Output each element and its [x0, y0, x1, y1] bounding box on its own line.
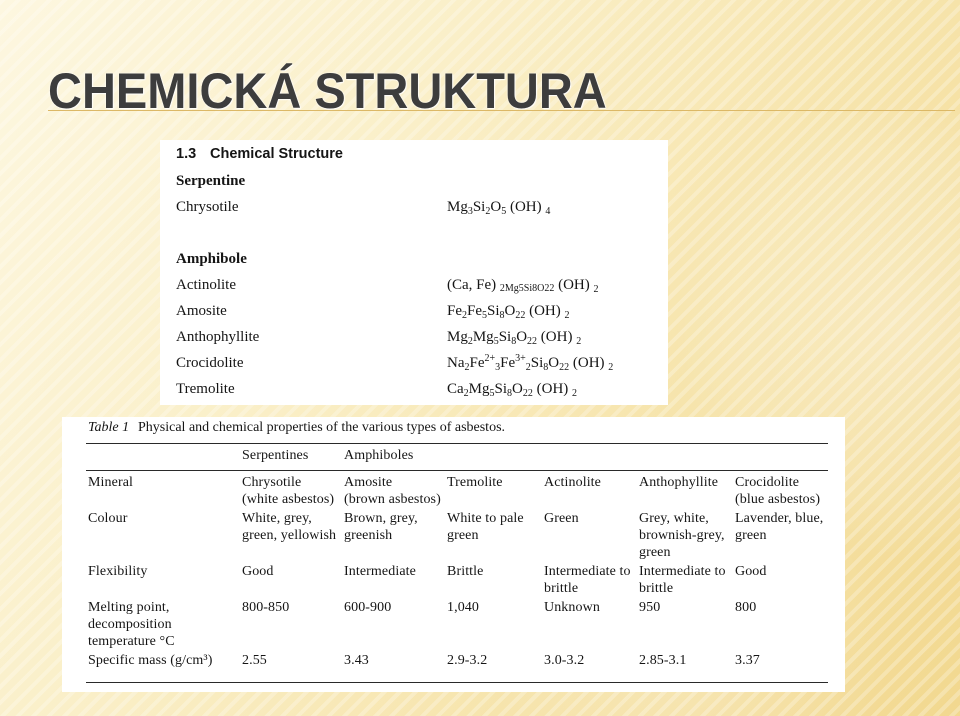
formula-base: Na [447, 355, 465, 371]
formula-base: (OH) [532, 381, 573, 397]
formula-base: (OH) [569, 355, 609, 371]
table-cell: 2.85-3.1 [639, 652, 735, 683]
section-number: 1.3 [176, 146, 197, 162]
mineral-row [176, 298, 656, 324]
formula-base: Si [530, 355, 544, 371]
formula-base: Mg [447, 329, 468, 345]
table-cell: Intermediate to brittle [544, 564, 631, 596]
formula-base: Mg [468, 381, 490, 397]
mineral-group [176, 246, 656, 402]
mineral-name: Crocidolite [176, 355, 244, 371]
group-name: Serpentine [176, 173, 246, 189]
formula-sup: 3+ [515, 353, 526, 364]
formula-base: Fe [500, 355, 516, 371]
chemical-formula [447, 350, 613, 376]
formula-sub: 2 [608, 362, 614, 373]
formula-sub: 3 [467, 206, 473, 217]
formula-sub: 8 [499, 310, 505, 321]
table-cell: 3.37 [735, 652, 828, 683]
mineral-row [176, 194, 656, 220]
mineral-row [176, 376, 656, 402]
table-cell: 1,040 [447, 600, 479, 615]
mineral-row [176, 350, 656, 376]
chemical-formula [447, 324, 581, 350]
formula-sub: 8 [543, 362, 549, 373]
formula-base: (OH) [537, 329, 577, 345]
formula-sub: 2 [576, 336, 582, 347]
chemical-formula [447, 194, 550, 220]
mineral-row [176, 324, 656, 350]
table-caption-text: Physical and chemical properties of the various types of asbestos. [138, 420, 506, 435]
mineral-row [176, 272, 656, 298]
table-cell: Green [544, 511, 579, 526]
table-label: Table 1 [88, 420, 130, 435]
spanner-amphiboles: Amphiboles [344, 444, 828, 471]
formula-base: Mg [472, 329, 494, 345]
table-cell: Intermediate [344, 564, 416, 579]
table-cell: 3.0-3.2 [544, 652, 639, 683]
formula-sub: 5 [501, 206, 507, 217]
formula-sub: 4 [545, 206, 551, 217]
formula-base: Si [498, 329, 512, 345]
chemical-structure-image [160, 140, 668, 405]
formula-base: (OH) [525, 303, 565, 319]
table-row [86, 510, 828, 563]
table-cell: 3.43 [344, 652, 447, 683]
table-cell: Tremolite [447, 471, 544, 511]
mineral-name: Actinolite [176, 277, 236, 293]
formula-sub: 5 [493, 336, 499, 347]
mineral-name: Amosite [176, 303, 227, 319]
chemical-formula [447, 376, 577, 402]
section-heading [176, 145, 576, 163]
spanner-row [86, 444, 828, 471]
formula-sub: 22 [559, 362, 570, 373]
table-row [86, 563, 828, 599]
table-cell: White to pale green [447, 511, 524, 543]
table-cell: 800 [735, 600, 757, 615]
table-cell: Intermediate to brittle [639, 564, 726, 596]
table-row [86, 471, 828, 511]
table-cell: 2.55 [242, 652, 344, 683]
section-title: Chemical Structure [210, 146, 343, 162]
formula-sub: 22 [522, 388, 533, 399]
mineral-name: Tremolite [176, 381, 235, 397]
formula-sub: 2 [572, 388, 578, 399]
mineral-name: Chrysotile [176, 199, 239, 215]
formula-sub: 2 [462, 310, 467, 321]
formula-sub: 3 [495, 362, 501, 373]
formula-sub: 8 [507, 388, 513, 399]
table-cell: Chrysotile (white asbestos) [242, 471, 344, 511]
properties-table [86, 443, 828, 683]
table-cell: White, grey, green, yellowish [242, 511, 337, 543]
formula-base: (Ca, Fe) [447, 277, 500, 293]
spanner-empty [86, 444, 242, 471]
formula-sub: 2 [463, 388, 469, 399]
formula-base: Si [494, 381, 508, 397]
properties-table-body [86, 444, 828, 683]
formula-base: O [516, 329, 528, 345]
table-cell: 2.9-3.2 [447, 652, 544, 683]
table-cell: Unknown [544, 600, 600, 615]
formula-sub: 2 [593, 284, 599, 295]
formula-base: O [490, 199, 502, 215]
table-caption [88, 419, 788, 436]
slide-title: CHEMICKÁ STRUKTURA [48, 63, 607, 119]
table-cell: Lavender, blue, green [735, 511, 824, 543]
table-cell: Good [735, 564, 767, 579]
row-label: Mineral [86, 471, 242, 511]
formula-base: (OH) [506, 199, 546, 215]
chemical-formula [447, 298, 570, 324]
group-name: Amphibole [176, 251, 247, 267]
formula-base: O [512, 381, 523, 397]
table-cell: Amosite (brown asbestos) [344, 471, 447, 511]
table-cell: Brown, grey, greenish [344, 511, 418, 543]
table-cell: 950 [639, 600, 661, 615]
formula-sub: 5 [482, 310, 487, 321]
table-cell: 600-900 [344, 600, 392, 615]
formula-base: O [504, 303, 516, 319]
formula-sup: 2+ [484, 353, 496, 364]
chemical-formula [447, 272, 599, 298]
formula-sub: 2 [485, 206, 491, 217]
formula-sub: 8 [511, 336, 517, 347]
table-cell: Brittle [447, 564, 484, 579]
row-label: Specific mass (g/cm³) [86, 652, 242, 683]
row-label: Colour [88, 511, 128, 526]
table-row [86, 652, 828, 683]
table-cell: Actinolite [544, 471, 639, 511]
mineral-group [176, 168, 656, 220]
formula-sub: 2 [467, 336, 473, 347]
table-cell: Good [242, 564, 274, 579]
formula-base: Fe [447, 303, 462, 319]
formula-sub: 2 [564, 310, 570, 321]
formula-base: Fe [467, 303, 482, 319]
formula-sub: 22 [515, 310, 526, 321]
formula-base: Si [472, 199, 486, 215]
table-cell: Crocidolite (blue asbestos) [735, 471, 828, 511]
formula-base: (OH) [554, 277, 594, 293]
formula-base: Fe [469, 355, 485, 371]
formula-sub: 22 [527, 336, 538, 347]
formula-sub: 2 [525, 362, 531, 373]
row-label: Flexibility [88, 564, 148, 579]
table-cell: 800-850 [242, 600, 290, 615]
formula-base: Si [487, 303, 500, 319]
chem-body [176, 168, 656, 428]
formula-base: Mg [447, 199, 468, 215]
spanner-serpentines: Serpentines [242, 444, 344, 471]
formula-sub: 5 [489, 388, 495, 399]
formula-small: 2Mg5Si8O22 [499, 283, 555, 294]
table-cell: Anthophyllite [639, 471, 735, 511]
formula-sub: 2 [464, 362, 470, 373]
properties-table-image [62, 417, 845, 692]
formula-base: Ca [447, 381, 464, 397]
table-row [86, 599, 828, 652]
table-cell: Grey, white, brownish-grey, green [639, 511, 725, 560]
formula-base: O [548, 355, 560, 371]
row-label: Melting point, decomposition temperature °C [88, 600, 175, 649]
mineral-name: Anthophyllite [176, 329, 260, 345]
